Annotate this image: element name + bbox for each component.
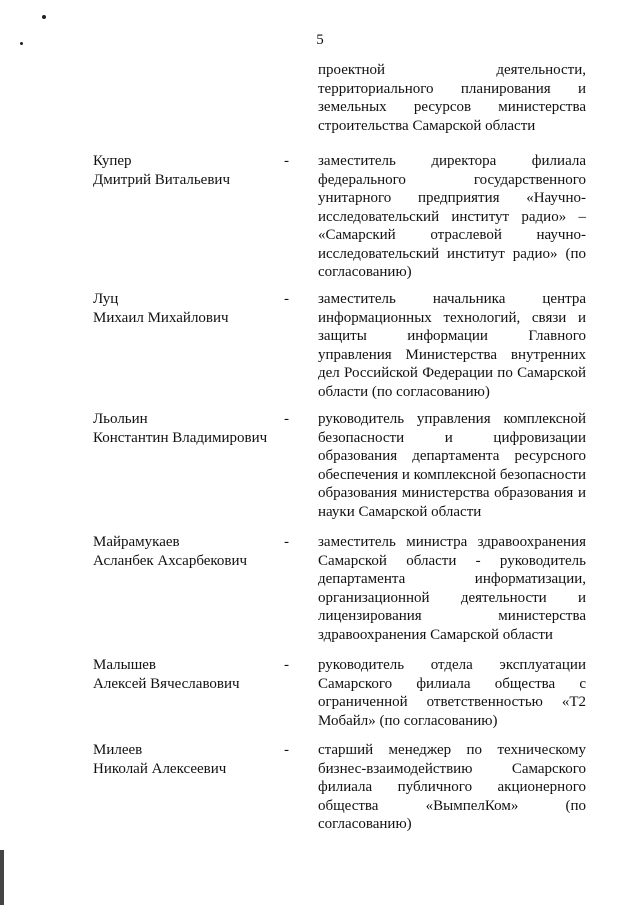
member-given-names: Алексей Вячеславович [93,675,240,692]
member-name [93,533,278,570]
member-surname: Майрамукаев [93,534,180,550]
member-name [93,410,278,447]
member-surname: Малышев [93,657,156,673]
separator-dash: - [284,742,289,758]
member-name [93,656,278,693]
separator-dash: - [284,411,289,427]
member-role: руководитель управления комплексной безопасности и цифровизации образования департамента ресурсного обеспечения и комплексной безопасности образования министерства образования и науки Самарской области [318,411,586,520]
member-surname: Милеев [93,742,143,758]
member-name [93,152,278,189]
separator-dash: - [284,153,289,169]
member-surname: Луц [93,291,119,307]
scan-speck [42,15,46,19]
member-given-names: Михаил Михайлович [93,309,229,326]
member-role: старший менеджер по техническому бизнес-взаимодействию Самарского филиала публичного акционерного общества «ВымпелКом» (по согласованию) [318,742,586,832]
member-role: заместитель начальника центра информационных технологий, связи и защиты информации Главного управления Министерства внутренних дел Российской Федерации по Самарской области (по согласованию) [318,291,586,400]
continued-role-text: проектной деятельности, территориального планирования и земельных ресурсов министерства строительства Самарской области [318,62,586,134]
member-given-names: Асланбек Ахсарбекович [93,552,248,569]
separator-dash: - [284,291,289,307]
member-name [93,290,278,327]
separator-dash: - [284,534,289,550]
member-surname: Купер [93,153,132,169]
member-name [93,741,278,778]
member-role: заместитель министра здравоохранения Самарской области - руководитель департамента информатизации, организационной деятельности и лицензирования министерства здравоохранения Самарской области [318,534,586,643]
member-role: заместитель директора филиала федерального государственного унитарного предприятия «Научно-исследовательский институт радио» – «Самарский отраслевой научно-исследовательский институт радио» (по согласованию) [318,153,586,280]
member-given-names: Николай Алексеевич [93,760,227,777]
member-given-names: Константин Владимирович [93,429,268,446]
separator-dash: - [284,657,289,673]
member-surname: Льольин [93,411,148,427]
page-number: 5 [316,32,324,48]
member-role: руководитель отдела эксплуатации Самарского филиала общества с ограниченной ответственностью «Т2 Мобайл» (по согласованию) [318,657,586,729]
member-given-names: Дмитрий Витальевич [93,171,230,188]
scan-edge-mark [0,850,4,905]
